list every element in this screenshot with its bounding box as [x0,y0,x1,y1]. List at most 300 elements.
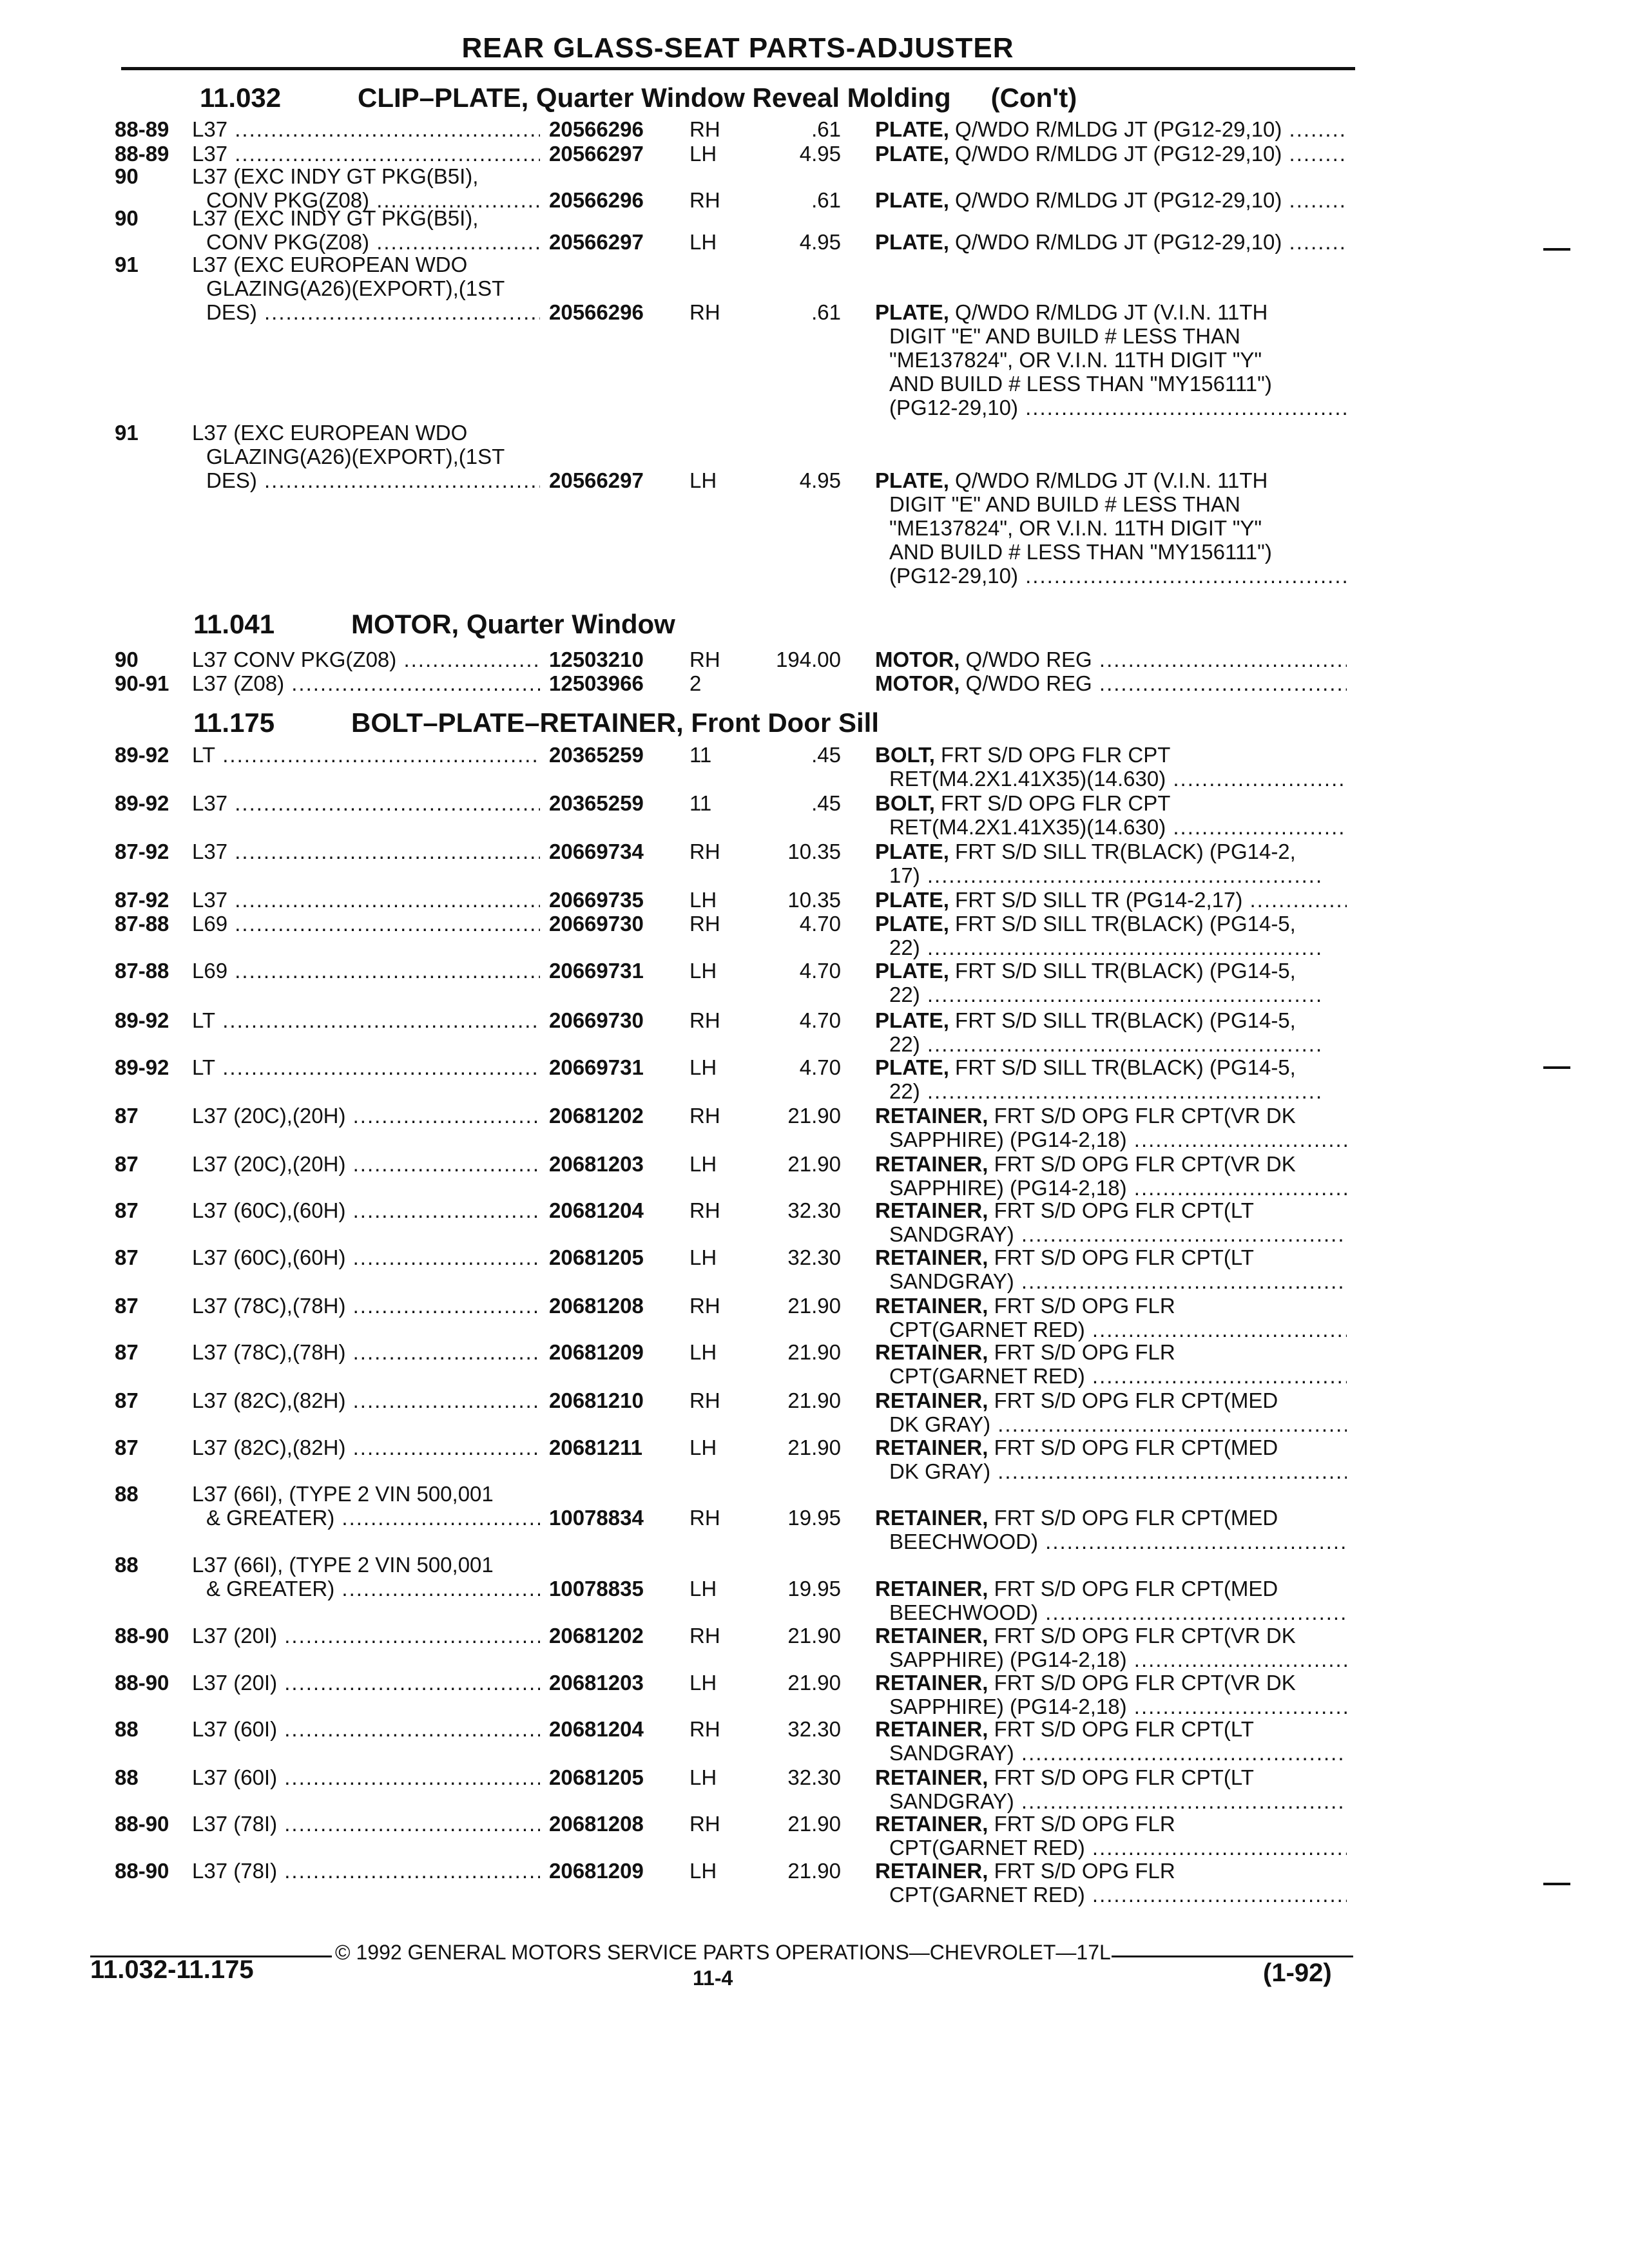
description-text: 22) ..... [889,936,1323,959]
model-year: 88 [115,1765,139,1789]
quantity: LH [689,888,717,912]
model-year: 88-90 [115,1624,169,1648]
quantity: 11 [689,791,712,815]
description-line [875,1152,1296,1176]
part-number: 20669734 [549,840,644,863]
price: 10.35 [787,840,841,863]
description-line [889,396,1347,419]
section-heading [200,82,1077,113]
model-text: L37 (EXC INDY GT PKG(B5I), [192,164,479,188]
description-line [889,1079,1347,1103]
price: .61 [811,188,841,212]
description-text: DIGIT "E" AND BUILD # LESS THAN [889,492,1240,516]
model-line [192,1245,540,1269]
description-text: CPT(GARNET RED) ..... [889,1364,1347,1388]
model-text: GLAZING(A26)(EXPORT),(1ST [206,445,505,468]
description-line [889,1176,1347,1200]
model-line [192,1717,540,1741]
description-line [875,142,1347,166]
description-text: RETAINER, FRT S/D OPG FLR CPT(MED [875,1506,1278,1530]
model-year: 87 [115,1389,139,1412]
footer-section-range: 11.032-11.175 [90,1956,254,1984]
description-text: DK GRAY) ..... [889,1412,1347,1436]
description-line [875,1577,1278,1600]
model-text: L69 ..... [192,959,540,983]
description-text: SAPPHIRE) (PG14-2,18) ..... [889,1128,1347,1151]
part-number: 20681209 [549,1340,644,1364]
model-line [192,1436,540,1459]
description-line [875,1859,1175,1883]
model-text: L37 (20C),(20H) ..... [192,1152,540,1176]
description-text: RETAINER, FRT S/D OPG FLR [875,1294,1175,1318]
description-line [889,1269,1347,1293]
model-year: 87 [115,1294,139,1318]
description-line [889,983,1347,1006]
quantity: LH [689,1436,717,1459]
quantity: RH [689,1294,720,1318]
quantity: LH [689,1152,717,1176]
description-line [889,372,1272,396]
model-year: 87-88 [115,912,169,936]
model-year: 87-92 [115,888,169,912]
part-number: 20669731 [549,959,644,983]
description-text: SANDGRAY) ..... [889,1741,1347,1765]
description-line [875,1717,1254,1741]
section-continued: (Con't) [990,82,1077,113]
description-text: RETAINER, FRT S/D OPG FLR [875,1812,1175,1836]
model-year: 91 [115,421,139,445]
description-text: MOTOR, Q/WDO REG ..... [875,671,1347,695]
description-text: (PG12-29,10) ..... [889,564,1347,588]
description-text: BEECHWOOD) ..... [889,1600,1347,1624]
price: .45 [811,743,841,767]
model-year: 90 [115,206,139,230]
part-number: 20669730 [549,1008,644,1032]
section-number: 11.175 [193,707,275,738]
price: 4.70 [799,1008,841,1032]
model-year: 89-92 [115,791,169,815]
description-text: PLATE, Q/WDO R/MLDG JT (V.I.N. 11TH [875,468,1268,492]
footer-copyright: © 1992 GENERAL MOTORS SERVICE PARTS OPERATIONS—CHEVROLET—17L [335,1941,1111,1964]
model-text: L37 ..... [192,840,540,863]
model-year: 88 [115,1482,139,1506]
description-line [875,188,1347,212]
model-text: & GREATER) ..... [206,1506,540,1530]
model-text: L37 (20I) ..... [192,1671,540,1695]
part-number: 20566296 [549,188,644,212]
part-number: 20566297 [549,230,644,254]
part-number: 12503966 [549,671,644,695]
description-text: 17) ..... [889,863,1323,887]
description-line [875,1624,1296,1648]
price: 21.90 [787,1859,841,1883]
description-line [889,1741,1347,1765]
model-year: 87 [115,1340,139,1364]
description-text: SANDGRAY) ..... [889,1222,1347,1246]
model-year: 87 [115,1198,139,1222]
model-text: L37 ..... [192,142,540,166]
description-line [875,1104,1296,1128]
model-text: L37 (78C),(78H) ..... [192,1340,540,1364]
model-line [192,117,540,141]
section-heading [193,707,879,738]
description-text: SAPPHIRE) (PG14-2,18) ..... [889,1176,1347,1200]
description-text: "ME137824", OR V.I.N. 11TH DIGIT "Y" [889,348,1262,372]
description-text: SANDGRAY) ..... [889,1269,1347,1293]
quantity: LH [689,1245,717,1269]
price: 4.70 [799,1055,841,1079]
quantity: LH [689,468,717,492]
model-year: 90 [115,164,139,188]
model-line [192,1152,540,1176]
description-text: PLATE, FRT S/D SILL TR(BLACK) (PG14-2, [875,840,1296,863]
model-line [192,1198,540,1222]
model-text: CONV PKG(Z08) ..... [206,230,540,254]
quantity: RH [689,117,720,141]
description-text: RETAINER, FRT S/D OPG FLR CPT(MED [875,1436,1278,1459]
model-line [206,1506,540,1530]
description-line [889,564,1347,588]
model-text: & GREATER) ..... [206,1577,540,1600]
model-text: L37 (78I) ..... [192,1812,540,1836]
price: 32.30 [787,1198,841,1222]
description-text: RETAINER, FRT S/D OPG FLR CPT(MED [875,1577,1278,1600]
part-number: 20566297 [549,142,644,166]
quantity: 11 [689,743,712,767]
description-line [889,516,1262,540]
description-text: PLATE, Q/WDO R/MLDG JT (PG12-29,10) ..... [875,188,1347,212]
model-text: L37 (78C),(78H) ..... [192,1294,540,1318]
description-line [875,959,1296,983]
model-text: L37 (60C),(60H) ..... [192,1198,540,1222]
model-year: 91 [115,253,139,276]
section-title: CLIP–PLATE, Quarter Window Reveal Molding [358,82,951,113]
part-number: 10078835 [549,1577,644,1600]
description-text: (PG12-29,10) ..... [889,396,1347,419]
description-line [875,1294,1175,1318]
model-line [192,1859,540,1883]
model-text: L37 (82C),(82H) ..... [192,1389,540,1412]
section-number: 11.041 [193,609,275,639]
model-text: LT ..... [192,1055,540,1079]
model-text: L37 CONV PKG(Z08) ..... [192,648,540,671]
price: 21.90 [787,1812,841,1836]
quantity: LH [689,142,717,166]
description-text: SAPPHIRE) (PG14-2,18) ..... [889,1695,1347,1718]
description-line [889,936,1347,959]
description-text: RETAINER, FRT S/D OPG FLR CPT(LT [875,1245,1254,1269]
model-line [192,888,540,912]
model-line [192,1389,540,1412]
quantity: RH [689,1389,720,1412]
model-year: 88 [115,1553,139,1577]
description-text: 22) ..... [889,1032,1323,1056]
description-text: PLATE, Q/WDO R/MLDG JT (PG12-29,10) ..... [875,230,1347,254]
model-line [192,1765,540,1789]
price: 4.95 [799,142,841,166]
price: 32.30 [787,1245,841,1269]
model-year: 90-91 [115,671,169,695]
quantity: LH [689,1765,717,1789]
description-line [889,1789,1347,1813]
price: .61 [811,300,841,324]
model-text: L37 (20C),(20H) ..... [192,1104,540,1128]
model-line [192,959,540,983]
description-text: PLATE, FRT S/D SILL TR(BLACK) (PG14-5, [875,959,1296,983]
model-year: 88-90 [115,1671,169,1695]
description-text: RETAINER, FRT S/D OPG FLR CPT(LT [875,1765,1254,1789]
description-text: 22) ..... [889,983,1323,1006]
quantity: RH [689,1506,720,1530]
model-line [206,300,540,324]
footer-page-number: 11-4 [693,1966,733,1990]
model-line [192,206,478,230]
description-text: PLATE, Q/WDO R/MLDG JT (PG12-29,10) ..... [875,142,1347,166]
model-text: L37 (60I) ..... [192,1717,540,1741]
quantity: LH [689,1340,717,1364]
description-line [889,540,1272,564]
description-text: RETAINER, FRT S/D OPG FLR CPT(VR DK [875,1624,1296,1648]
description-line [875,1008,1296,1032]
quantity: RH [689,912,720,936]
model-line [192,743,540,767]
model-text: LT ..... [192,1008,540,1032]
model-line [192,671,540,695]
model-line [192,1340,540,1364]
price: 21.90 [787,1671,841,1695]
model-line [206,1577,540,1600]
model-text: L37 (82C),(82H) ..... [192,1436,540,1459]
description-line [875,1340,1175,1364]
description-line [889,1883,1347,1907]
price: 19.95 [787,1506,841,1530]
description-text: AND BUILD # LESS THAN "MY156111") [889,372,1272,396]
description-text: CPT(GARNET RED) ..... [889,1883,1347,1907]
quantity: LH [689,959,717,983]
margin-tick [1543,248,1570,251]
description-text: 22) ..... [889,1079,1323,1103]
model-year: 89-92 [115,1008,169,1032]
part-number: 20681209 [549,1859,644,1883]
description-text: PLATE, FRT S/D SILL TR (PG14-2,17) ..... [875,888,1347,912]
model-line [192,1104,540,1128]
price: 21.90 [787,1104,841,1128]
description-line [889,348,1262,372]
description-line [875,1436,1278,1459]
description-line [889,1222,1347,1246]
model-line [206,230,540,254]
description-text: RETAINER, FRT S/D OPG FLR CPT(LT [875,1717,1254,1741]
price: 32.30 [787,1717,841,1741]
model-line [192,648,540,671]
quantity: RH [689,1624,720,1648]
price: 21.90 [787,1294,841,1318]
description-line [875,1671,1296,1695]
price: 4.95 [799,468,841,492]
description-line [889,1695,1347,1718]
quantity: LH [689,1577,717,1600]
model-year: 87 [115,1104,139,1128]
model-year: 87 [115,1436,139,1459]
description-text: BOLT, FRT S/D OPG FLR CPT [875,791,1171,815]
description-text: SAPPHIRE) (PG14-2,18) ..... [889,1648,1347,1671]
description-text: MOTOR, Q/WDO REG ..... [875,648,1347,671]
description-line [875,468,1268,492]
model-year: 88-89 [115,117,169,141]
model-text: L37 (60C),(60H) ..... [192,1245,540,1269]
quantity: LH [689,230,717,254]
quantity: RH [689,1717,720,1741]
model-line [192,1055,540,1079]
description-line [875,1389,1278,1412]
quantity: RH [689,1198,720,1222]
description-text: "ME137824", OR V.I.N. 11TH DIGIT "Y" [889,516,1262,540]
part-number: 20681204 [549,1198,644,1222]
model-line [192,1294,540,1318]
quantity: RH [689,1812,720,1836]
model-text: L37 (66I), (TYPE 2 VIN 500,001 [192,1553,494,1577]
model-text: L37 (20I) ..... [192,1624,540,1648]
model-year: 87-88 [115,959,169,983]
description-line [875,1506,1278,1530]
model-year: 87 [115,1245,139,1269]
description-text: PLATE, FRT S/D SILL TR(BLACK) (PG14-5, [875,1055,1296,1079]
description-line [875,1765,1254,1789]
price: 21.90 [787,1436,841,1459]
price: 4.95 [799,230,841,254]
part-number: 20566296 [549,300,644,324]
model-text: L37 (60I) ..... [192,1765,540,1789]
model-line [192,1008,540,1032]
model-year: 87 [115,1152,139,1176]
part-number: 20669731 [549,1055,644,1079]
price: 4.70 [799,912,841,936]
description-text: BEECHWOOD) ..... [889,1530,1347,1553]
part-number: 20681203 [549,1671,644,1695]
description-text: RETAINER, FRT S/D OPG FLR CPT(LT [875,1198,1254,1222]
page-header: REAR GLASS-SEAT PARTS-ADJUSTER [461,32,1014,64]
part-number: 20681203 [549,1152,644,1176]
description-line [875,117,1347,141]
model-year: 88-90 [115,1812,169,1836]
model-line [206,445,505,468]
description-line [875,888,1347,912]
model-line [192,1553,494,1577]
description-text: PLATE, Q/WDO R/MLDG JT (PG12-29,10) ..... [875,117,1347,141]
description-line [889,863,1347,887]
description-line [875,743,1170,767]
description-line [889,1836,1347,1860]
description-line [875,648,1347,671]
description-text: CPT(GARNET RED) ..... [889,1318,1347,1341]
part-number: 20669730 [549,912,644,936]
model-year: 88 [115,1717,139,1741]
description-line [889,1530,1347,1553]
part-number: 20669735 [549,888,644,912]
quantity: RH [689,300,720,324]
part-number: 20681205 [549,1245,644,1269]
part-number: 20566296 [549,117,644,141]
model-line [192,1812,540,1836]
description-line [875,230,1347,254]
description-text: RET(M4.2X1.41X35)(14.630) ..... [889,815,1347,839]
part-number: 20365259 [549,791,644,815]
model-year: 89-92 [115,743,169,767]
description-line [889,492,1240,516]
description-line [889,1648,1347,1671]
model-text: L37 ..... [192,791,540,815]
section-number: 11.032 [200,82,282,113]
description-text: SANDGRAY) ..... [889,1789,1347,1813]
price: 10.35 [787,888,841,912]
part-number: 20681202 [549,1624,644,1648]
description-text: RETAINER, FRT S/D OPG FLR CPT(VR DK [875,1152,1296,1176]
quantity: 2 [689,671,702,695]
quantity: RH [689,1104,720,1128]
price: 21.90 [787,1389,841,1412]
description-line [875,912,1296,936]
price: 21.90 [787,1624,841,1648]
description-text: PLATE, FRT S/D SILL TR(BLACK) (PG14-5, [875,1008,1296,1032]
part-number: 20365259 [549,743,644,767]
model-line [192,840,540,863]
model-year: 89-92 [115,1055,169,1079]
part-number: 20566297 [549,468,644,492]
footer-date: (1-92) [1263,1959,1332,1987]
model-text: L37 (EXC EUROPEAN WDO [192,421,468,445]
margin-tick [1543,1883,1570,1885]
description-text: DK GRAY) ..... [889,1459,1347,1483]
description-text: PLATE, Q/WDO R/MLDG JT (V.I.N. 11TH [875,300,1268,324]
model-year: 87-92 [115,840,169,863]
description-line [875,1055,1296,1079]
model-text: L37 ..... [192,888,540,912]
model-text: L37 (EXC EUROPEAN WDO [192,253,468,276]
section-title: MOTOR, Quarter Window [351,609,675,639]
description-line [889,1459,1347,1483]
quantity: RH [689,648,720,671]
description-text: RETAINER, FRT S/D OPG FLR [875,1859,1175,1883]
model-text: DES) ..... [206,300,540,324]
description-text: RETAINER, FRT S/D OPG FLR CPT(VR DK [875,1104,1296,1128]
description-line [889,324,1240,348]
model-line [192,164,478,188]
price: .61 [811,117,841,141]
description-text: PLATE, FRT S/D SILL TR(BLACK) (PG14-5, [875,912,1296,936]
model-text: L37 (EXC INDY GT PKG(B5I), [192,206,479,230]
model-text: CONV PKG(Z08) ..... [206,188,540,212]
model-text: L37 (78I) ..... [192,1859,540,1883]
model-line [192,1482,494,1506]
model-line [192,912,540,936]
model-line [192,791,540,815]
model-text: LT ..... [192,743,540,767]
description-line [875,791,1170,815]
model-line [192,142,540,166]
quantity: RH [689,1008,720,1032]
description-text: CPT(GARNET RED) ..... [889,1836,1347,1860]
price: .45 [811,791,841,815]
model-text: DES) ..... [206,468,540,492]
part-number: 20681208 [549,1294,644,1318]
price: 21.90 [787,1152,841,1176]
margin-tick [1543,1066,1570,1069]
description-line [889,815,1347,839]
description-text: RETAINER, FRT S/D OPG FLR CPT(VR DK [875,1671,1296,1695]
model-line [192,1671,540,1695]
model-line [192,253,467,276]
description-line [889,1600,1347,1624]
